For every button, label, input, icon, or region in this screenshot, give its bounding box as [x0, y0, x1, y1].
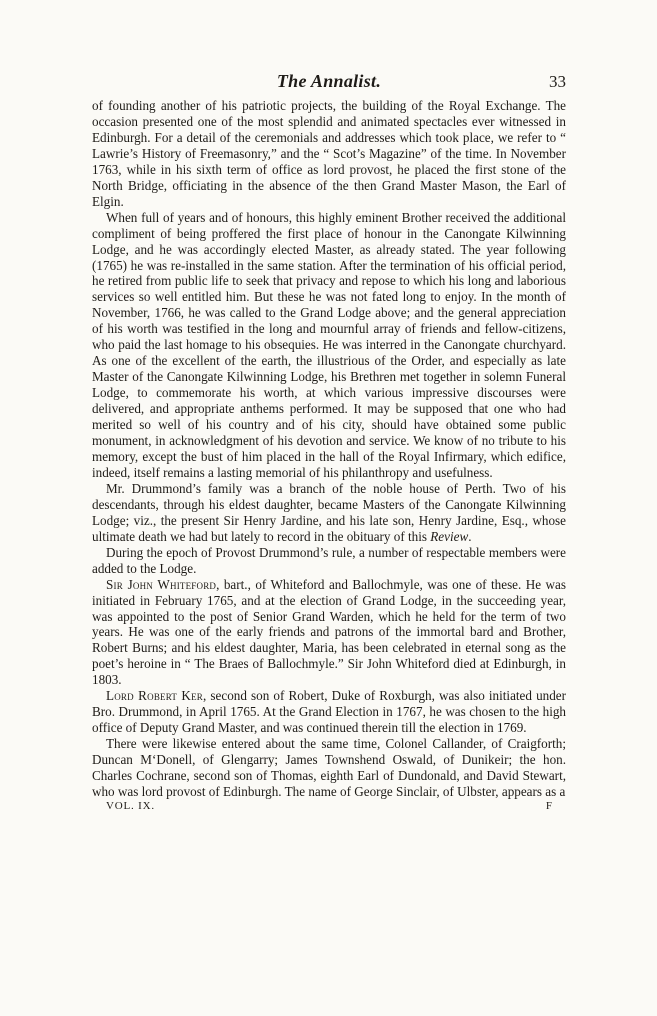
paragraph-whiteford	[92, 577, 566, 689]
paragraph-whiteford-text: , bart., of Whiteford and Ballochmyle, was one of these. He was initiated in February 1765, and at the election of Grand Lodge, in the succeeding year, was appointed to the post of Senior Grand Warden, which he held for the term of two years. He was one of the early friends and patrons of the immortal bard and Brother, Robert Burns; and his eldest daughter, Maria, has been celebrated in eternal song as the poet’s heroine in “ The Braes of Ballochmyle.” Sir John Whiteford died at Edinburgh, in 1803.	[92, 576, 566, 688]
volume-label: VOL. IX.	[106, 799, 155, 812]
page-header	[92, 58, 566, 98]
paragraph-honours: When full of years and of honours, this highly eminent Brother received the additional compliment of being proffered the first place of honour in the Canongate Kilwinning Lodge, and he was accordingly elected Master, as already stated. The year following (1765) he was re-installed in the same station. After the termination of his official period, he retired from public life to seek that privacy and repose to which his long and laborious services so well entitled him. But these he was not fated long to enjoy. In the month of November, 1766, he was called to the Grand Lodge above; and the general appreciation of his worth was testified in the long and mournful array of friends and fellow-citizens, who paid the last homage to his obsequies. He was interred in the Canongate churchyard. As one of the excellent of the earth, the illustrious of the Order, and especially as late Master of the Canongate Kilwinning Lodge, his Brethren met together in solemn Funeral Lodge, to commemorate his worth, at which various impressive discourses were delivered, and appropriate anthems performed. It may be supposed that one who had merited so well of his country and of his city, should have obtained some public monument, in acknowledgment of his devotion and service. We know of no tribute to his memory, except the bust of him placed in the hall of the Royal Infirmary, which edifice, indeed, itself remains a lasting memorial of his philanthropy and usefulness.	[92, 209, 566, 480]
page	[92, 58, 566, 816]
paragraph-epoch: During the epoch of Provost Drummond’s rule, a number of respectable members were added to the Lodge.	[92, 544, 566, 576]
running-title: The Annalist.	[276, 71, 382, 91]
body-text	[92, 98, 566, 800]
paragraph-family	[92, 481, 566, 545]
page-footer	[92, 800, 566, 816]
paragraph-family-end: .	[468, 528, 472, 544]
person-name-ker: Lord Robert Ker	[106, 688, 203, 704]
page-number: 33	[549, 72, 566, 91]
paragraph-ker-text: , second son of Robert, Duke of Roxburgh, was also initiated under Bro. Drummond, in April 1765. At the Grand Election in 1767, he was chosen to the high office of Deputy Grand Master, and was continued therein till the election in 1769.	[92, 688, 566, 736]
paragraph-entered: There were likewise entered about the same time, Colonel Callander, of Craigforth; Duncan M‘Donell, of Glengarry; James Townshend Oswald, of Dunikeir; the hon. Charles Cochrane, second son of Thomas, eighth Earl of Dundonald, and David Stewart, who was lord provost of Edinburgh. The name of George Sinclair, of Ulbster, appears as a	[92, 736, 566, 799]
review-title: Review	[430, 528, 469, 544]
person-name-whiteford: Sir John Whiteford	[106, 576, 217, 592]
signature-mark: F	[545, 799, 552, 812]
paragraph-ker	[92, 688, 566, 736]
paragraph-royal-exchange: of founding another of his patriotic projects, the building of the Royal Exchange. The occasion presented one of the most splendid and animated spectacles ever witnessed in Edinburgh. For a detail of the ceremonials and addresses which took place, we refer to “ Lawrie’s History of Freemasonry,” and the “ Scot’s Magazine” of the time. In November 1763, while in his sixth term of office as lord provost, he placed the first stone of the North Bridge, officiating in the absence of the then Grand Master Mason, the Earl of Elgin.	[92, 98, 566, 209]
paragraph-family-text: Mr. Drummond’s family was a branch of the noble house of Perth. Two of his descendants, through his eldest daughter, became Masters of the Canongate Kilwinning Lodge; viz., the present Sir Henry Jardine, and his late son, Henry Jardine, Esq., whose ultimate death we had but lately to record in the obituary of this	[92, 480, 566, 544]
